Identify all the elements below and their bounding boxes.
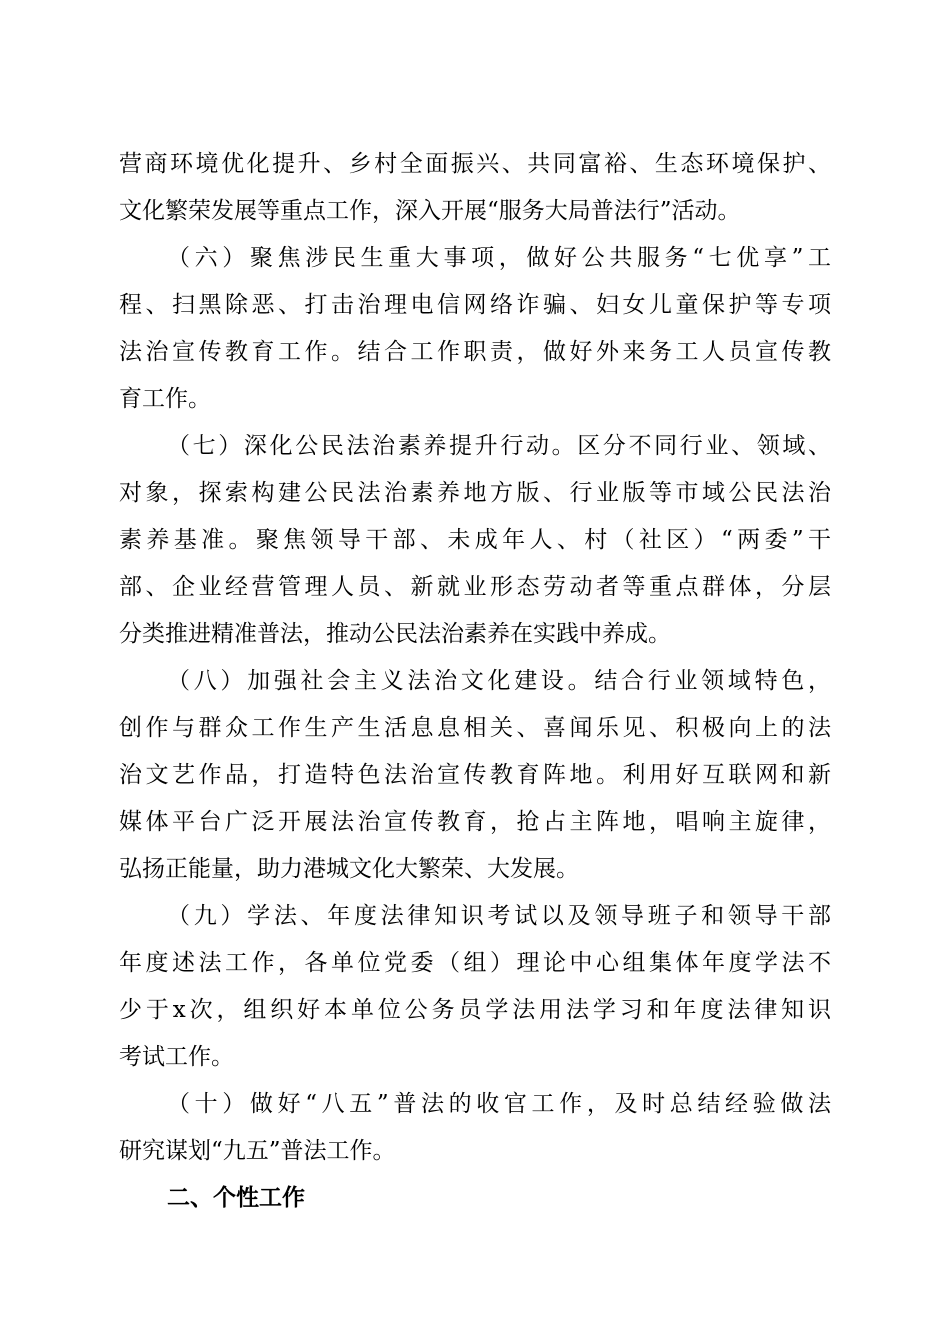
text-line: 年度述法工作，各单位党委（组）理论中心组集体年度学法不 <box>119 950 831 976</box>
text-line: 分类推进精准普法，推动公民法治素养在实践中养成。 <box>119 621 671 647</box>
text-line: 媒体平台广泛开展法治宣传教育，抢占主阵地，唱响主旋律， <box>119 809 831 835</box>
text-line: 法治宣传教育工作。结合工作职责，做好外来务工人员宣传教 <box>119 339 831 365</box>
text-line: 弘扬正能量，助力港城文化大繁荣、大发展。 <box>119 856 579 882</box>
text-line: 文化繁荣发展等重点工作，深入开展“服务大局普法行”活动。 <box>119 198 741 224</box>
document-page <box>119 141 831 1222</box>
text-line: 部、企业经营管理人员、新就业形态劳动者等重点群体，分层 <box>119 574 831 600</box>
text-line: 程、扫黑除恶、打击治理电信网络诈骗、妇女儿童保护等专项 <box>119 292 831 318</box>
paragraph-7-line: （七）深化公民法治素养提升行动。区分不同行业、领域、 <box>167 433 831 459</box>
paragraph-8-line: （八）加强社会主义法治文化建设。结合行业领域特色， <box>167 668 831 694</box>
text-line: 素养基准。聚焦领导干部、未成年人、村（社区）“两委”干 <box>119 527 831 553</box>
text-line: 治文艺作品，打造特色法治宣传教育阵地。利用好互联网和新 <box>119 762 831 788</box>
paragraph-6-line: （六）聚焦涉民生重大事项，做好公共服务“七优享”工 <box>167 245 831 271</box>
text-line: 营商环境优化提升、乡村全面振兴、共同富裕、生态环境保护、 <box>119 151 831 177</box>
text-line: 研究谋划“九五”普法工作。 <box>119 1138 396 1164</box>
text-line: 考试工作。 <box>119 1044 234 1070</box>
text-line: 对象，探索构建公民法治素养地方版、行业版等市域公民法治 <box>119 480 831 506</box>
paragraph-9-line: （九）学法、年度法律知识考试以及领导班子和领导干部 <box>167 903 831 929</box>
text-line: 创作与群众工作生产生活息息相关、喜闻乐见、积极向上的法 <box>119 715 831 741</box>
text-line: 少于x次，组织好本单位公务员学法用法学习和年度法律知识 <box>119 997 831 1023</box>
section-heading: 二、个性工作 <box>167 1185 305 1211</box>
text-line: 育工作。 <box>119 386 211 412</box>
paragraph-10-line: （十）做好“八五”普法的收官工作，及时总结经验做法 <box>167 1091 831 1117</box>
